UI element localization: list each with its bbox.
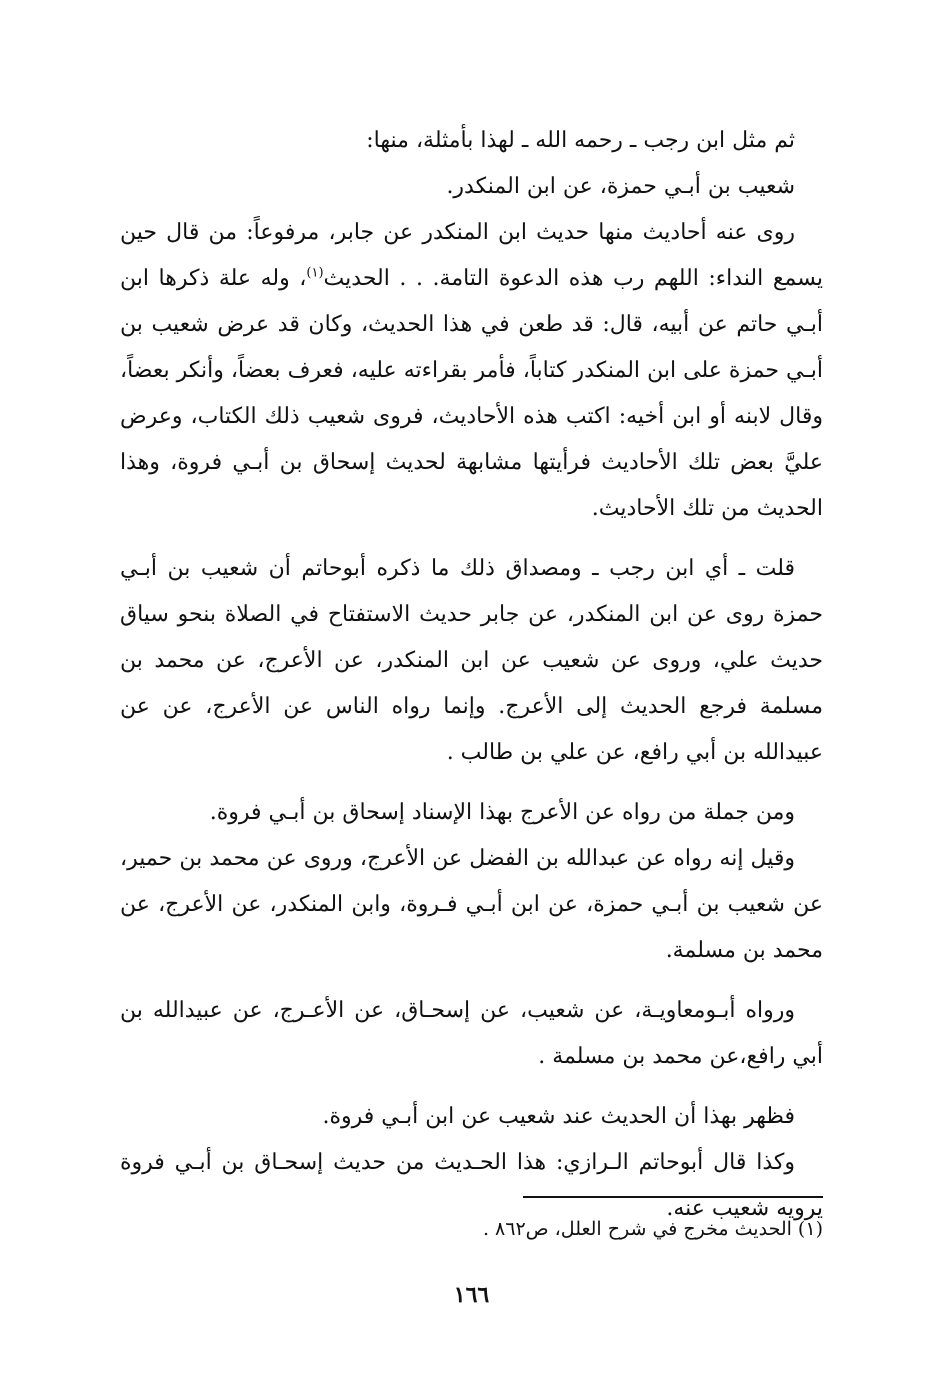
paragraph-ibn-rajab-comment: قلت ـ أي ابن رجب ـ ومصداق ذلك ما ذكره أبوحاتم أن شعيب بن أبـي حمزة روى عن ابن المنكدر، عن جابر حديث الاستفتاح في الصلاة بنحو سياق حديث علي، وروى عن شعيب عن ابن المنكدر، عن الأعرج، عن محمد بن مسلمة فرجع الحديث إلى الأعرج. وإنما رواه الناس عن الأعرج، عن عن عبيدالله بن أبي رافع، عن علي بن طالب . <box>120 556 823 765</box>
main-text <box>120 118 823 1232</box>
paragraph-abu-hatim: وكذا قال أبوحاتم الـرازي: هذا الحـديث من حديث إسحـاق بن أبـي فروة يرويه شعيب عنه. <box>120 1150 823 1221</box>
paragraph-heading-narrator: شعيب بن أبـي حمزة، عن ابن المنكدر. <box>446 174 795 199</box>
page-number: ١٦٦ <box>453 1282 490 1308</box>
paragraph-alternate-narration: وقيل إنه رواه عن عبدالله بن الفضل عن الأعرج، وروى عن محمد بن حمير، عن شعيب بن أبـي حمزة، عن ابن أبـي فـروة، وابن المنكدر، عن الأعرج، عن محمد بن مسلمة. <box>120 846 823 963</box>
paragraph-isnad: ومن جملة من رواه عن الأعرج بهذا الإسناد إسحاق بن أبـي فروة. <box>209 800 795 825</box>
paragraph-narration: روى عنه أحاديث منها حديث ابن المنكدر عن جابر، مرفوعاً: من قال حين يسمع النداء: اللهم رب هذه الدعوة التامة. . . الحديث$^{(١)}$، وله علة ذكرها ابن أبـي حاتم عن أبيه، قال: قد طعن في هذا الحديث، وكان قد عرض شعيب بن أبـي حمزة على ابن المنكدر كتاباً، فأمر بقراءته عليه، فعرف بعضاً، وأنكر بعضاً، وقال لابنه أو ابن أخيه: اكتب هذه الأحاديث، فروى شعيب ذلك الكتاب، وعرض عليَّ بعض تلك الأحاديث فرأيتها مشابهة لحديث إسحاق بن أبـي فروة، وهذا الحديث من تلك الأحاديث. <box>120 220 823 521</box>
paragraph-abu-muawiya: ورواه أبـومعاويـة، عن شعيب، عن إسحـاق، عن الأعـرج، عن عبيدالله بن أبي رافع،عن محمد بن مسلمة . <box>120 998 823 1069</box>
paragraph-conclusion: فظهر بهذا أن الحديث عند شعيب عن ابن أبـي فروة. <box>322 1104 795 1129</box>
paragraph-intro: ثم مثل ابن رجب ـ رحمه الله ـ لهذا بأمثلة، منها: <box>366 128 795 153</box>
footnote-divider <box>523 1196 823 1198</box>
footnote: (١) الحديث مخرج في شرح العلل، ص٨٦٢ . <box>482 1218 823 1240</box>
footnote-marker: (١) <box>306 265 324 281</box>
